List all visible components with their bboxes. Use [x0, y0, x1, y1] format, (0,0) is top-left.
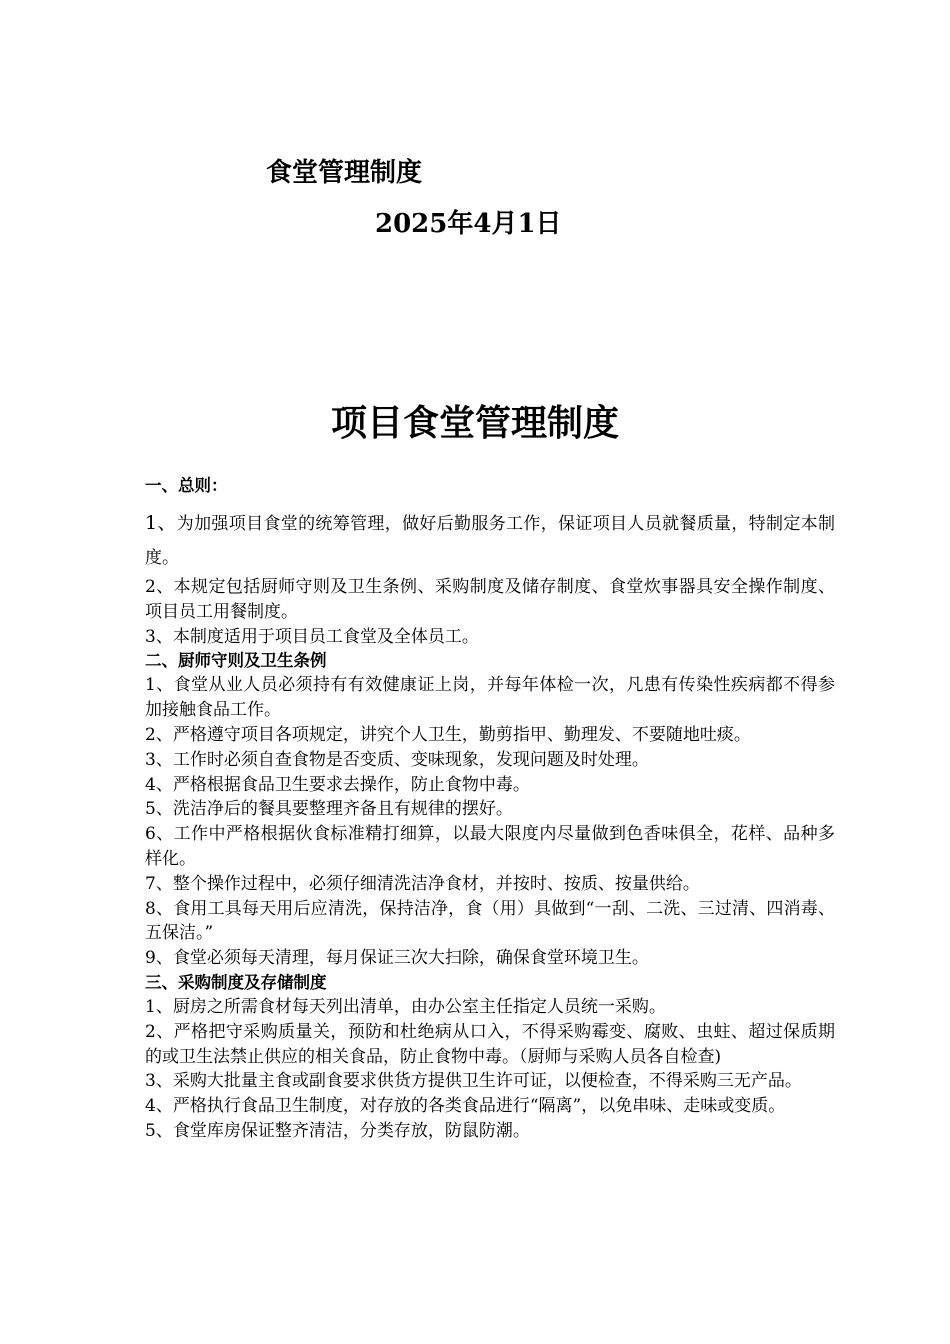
general-item-3: 3、本制度适用于项目员工食堂及全体员工。: [145, 626, 479, 647]
chef-rule-item: 5、洗洁净后的餐具要整理齐备且有规律的摆好。: [145, 799, 513, 820]
procurement-item: 5、食堂库房保证整齐清洁，分类存放，防鼠防潮。: [145, 1120, 530, 1141]
chef-rule-item: 9、食堂必须每天清理，每月保证三次大扫除，确保食堂环境卫生。: [145, 948, 649, 969]
chef-rule-item: 4、严格根据食品卫生要求去操作，防止食物中毒。: [145, 774, 530, 795]
chef-rule-item: 1、食堂从业人员必须持有有效健康证上岗，并每年体检一次，凡患有传染性疾病都不得参加接触食品工作。: [145, 675, 835, 721]
chef-rule-item: 3、工作时必须自查食物是否变质、变味现象，发现问题及时处理。: [145, 749, 649, 770]
document-body: [145, 474, 835, 1144]
section-heading-chef-rules: 二、厨师守则及卫生条例: [145, 651, 327, 671]
general-item-1: [145, 506, 835, 575]
chef-rule-item: 7、整个操作过程中，必须仔细清洗洁净食材，并按时、按质、按量供给。: [145, 873, 700, 894]
chef-rule-item: 2、严格遵守项目各项规定，讲究个人卫生，勤剪指甲、勤理发、不要随地吐痰。: [145, 724, 751, 745]
procurement-item: 4、严格执行食品卫生制度，对存放的各类食品进行“隔离”，以免串味、走味或变质。: [145, 1096, 786, 1117]
general-item-2: 2、本规定包括厨师守则及卫生条例、采购制度及储存制度、食堂炊事器具安全操作制度、项目员工用餐制度。: [145, 577, 835, 622]
section-heading-procurement: 三、采购制度及存储制度: [145, 972, 327, 992]
general-item-1-number: 1、: [145, 512, 177, 534]
procurement-item: 3、采购大批量主食或副食要求供货方提供卫生许可证，以便检查，不得采购三无产品。: [145, 1071, 802, 1092]
cover-title: 食堂管理制度: [266, 158, 423, 188]
procurement-item: 1、厨房之所需食材每天列出清单，由办公室主任指定人员统一采购。: [145, 996, 666, 1017]
procurement-item: 2、严格把守采购质量关，预防和杜绝病从口入，不得采购霉变、腐败、虫蛀、超过保质期的或卫生法禁止供应的相关食品，防止食物中毒。（厨师与采购人员各自检查): [145, 1021, 835, 1067]
chef-rule-item: 8、食用工具每天用后应清洗，保持洁净，食（用）具做到“一刮、二洗、三过清、四消毒、五保洁。”: [145, 898, 835, 944]
general-item-1-text: 为加强项目食堂的统筹管理，做好后勤服务工作，保证项目人员就餐质量，特制定本制度。: [145, 514, 836, 568]
section-heading-general: 一、总则：: [145, 476, 228, 495]
cover-date: 2025年4月1日: [375, 209, 562, 239]
document-title: 项目食堂管理制度: [330, 403, 619, 444]
chef-rule-item: 6、工作中严格根据伙食标准精打细算，以最大限度内尽量做到色香味俱全，花样、品种多样化。: [145, 824, 835, 869]
